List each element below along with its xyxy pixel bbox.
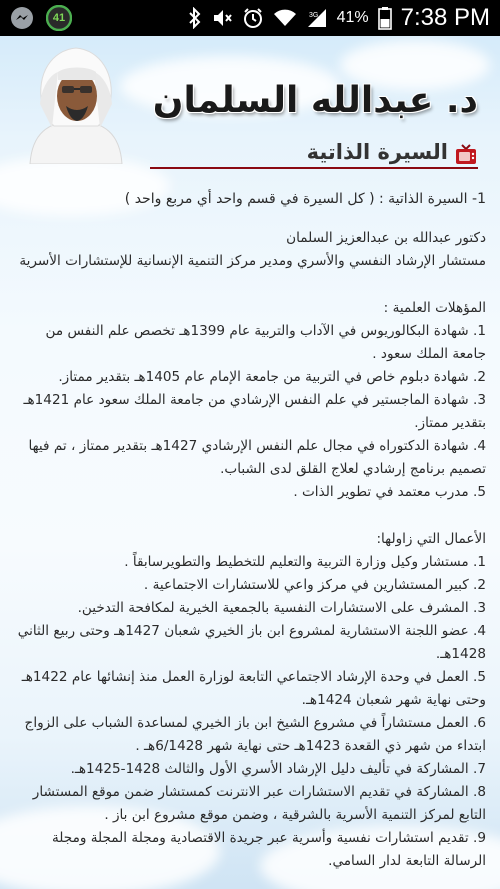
svg-text:3G: 3G xyxy=(308,12,318,19)
qualification-item: 5. مدرب معتمد في تطوير الذات . xyxy=(293,484,486,500)
work-item: 3. المشرف على الاستشارات النفسية بالجمعية الخيرية لمكافحة التدخين. xyxy=(77,600,486,616)
person-name: د. عبدالله السلمان xyxy=(152,80,478,121)
wifi-icon xyxy=(273,8,297,28)
work-item: 1. مستشار وكيل وزارة التربية والتعليم للتخطيط والتطويرسابقاً . xyxy=(124,554,486,570)
intro-line: 1- السيرة الذاتية : ( كل السيرة في قسم واحد أي مربع واحد ) xyxy=(124,191,486,207)
qualification-item: 4. شهادة الدكتوراه في مجال علم النفس الإرشادي 1427هـ بتقدير ممتاز ، تم فيها تصميم برنامج إرشادي لعلاج القلق لدى الشباب. xyxy=(28,438,486,477)
alarm-icon xyxy=(242,7,264,29)
status-bar-system xyxy=(188,0,500,36)
works-heading: الأعمال التي زاولها: xyxy=(376,531,486,547)
battery-percent: 41% xyxy=(336,9,369,26)
battery-app-icon[interactable] xyxy=(46,5,72,31)
mute-icon xyxy=(211,7,233,29)
bio-role: مستشار الإرشاد النفسي والأسري ومدير مركز التنمية الإنسانية للإستشارات الأسرية xyxy=(19,253,486,269)
messenger-icon[interactable] xyxy=(10,6,34,30)
battery-badge-value: 41 xyxy=(52,12,66,24)
qualification-item: 3. شهادة الماجستير في علم النفس الإرشادي من جامعة الملك سعود عام 1421هـ بتقدير ممتاز. xyxy=(23,392,486,431)
bluetooth-icon xyxy=(188,7,202,29)
status-bar xyxy=(0,0,500,36)
work-item: 2. كبير المستشارين في مركز واعي للاستشارات الاجتماعية . xyxy=(143,577,486,593)
clock-time: 7:38 PM xyxy=(400,4,490,31)
qualification-item: 1. شهادة البكالوريوس في الآداب والتربية عام 1399هـ تخصص علم النفس من جامعة الملك سعود . xyxy=(45,323,486,362)
work-item: 4. عضو اللجنة الاستشارية لمشروع ابن باز الخيري شعبان 1427هـ وحتى ربيع الثاني 1428هـ. xyxy=(17,623,486,662)
work-item: 6. العمل مستشاراً في مشروع الشيخ ابن باز الخيري لمساعدة الشباب على الزواج ابتداء من شهر ذي القعدة 1423هـ حتى نهاية شهر 6/1428هـ . xyxy=(24,715,486,754)
biography-content xyxy=(16,188,486,873)
work-item: 5. العمل في وحدة الإرشاد الاجتماعي التابعة لوزارة العمل منذ إنشائها عام 1422هـ وحتى نهاية شهر شعبان 1424هـ. xyxy=(21,669,486,708)
signal-icon xyxy=(306,7,328,29)
status-bar-notifications xyxy=(0,0,72,36)
section-title: السيرة الذاتية xyxy=(306,140,448,164)
qualification-item: 2. شهادة دبلوم خاص في التربية من جامعة الإمام عام 1405هـ بتقدير ممتاز. xyxy=(58,369,486,385)
work-item: 9. تقديم استشارات نفسية وأسرية عبر جريدة الاقتصادية ومجلة المجلة ومجلة الرسالة التابعة لدار السامي. xyxy=(52,830,486,869)
battery-icon xyxy=(378,6,392,30)
tv-icon xyxy=(454,142,478,166)
page-header xyxy=(0,36,500,176)
avatar xyxy=(22,44,130,164)
work-item: 7. المشاركة في تأليف دليل الإرشاد الأسري الأول والثالث 1428-1425هـ. xyxy=(70,761,486,777)
bio-name: دكتور عبدالله بن عبدالعزيز السلمان xyxy=(286,230,486,246)
work-item: 8. المشاركة في تقديم الاستشارات عبر الانترنت كمستشار ضمن موقع المستشار التابع لمركز التنمية الأسرية بالشرقية ، وضمن موقع مشروع ابن باز . xyxy=(32,784,486,823)
biography-page xyxy=(0,36,500,889)
qualifications-heading: المؤهلات العلمية : xyxy=(383,300,486,316)
